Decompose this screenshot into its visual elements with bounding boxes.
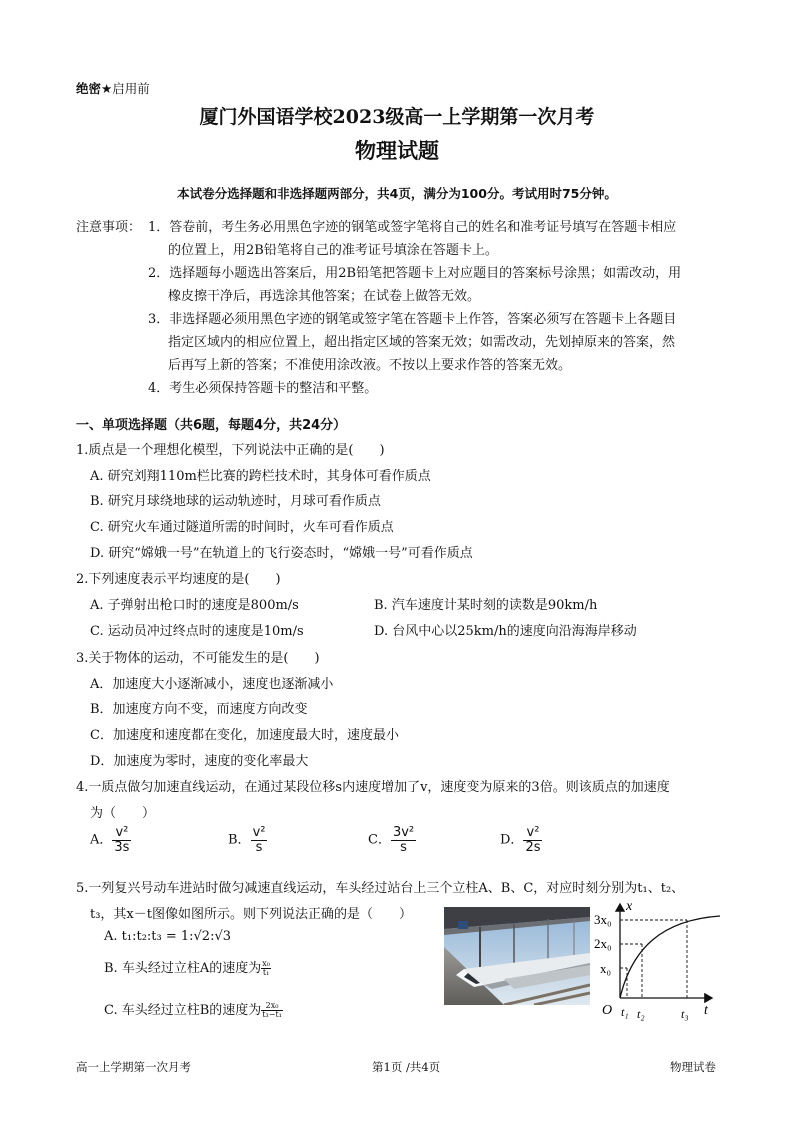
page-number: 第1页 /共4页	[372, 1060, 441, 1074]
question-1-stem: 1.质点是一个理想化模型，下列说法中正确的是( )	[76, 443, 385, 458]
q3-option-b: B．加速度方向不变，而速度方向改变	[90, 702, 308, 717]
x-tick-label: t₃	[681, 1007, 689, 1021]
train-photo	[444, 907, 590, 1005]
notice-line: 的位置上，用2B铅笔将自己的准考证号填涂在答题卡上。	[168, 243, 498, 258]
q2-option-d: D. 台风中心以25km/h的速度向沿海海岸移动	[374, 624, 637, 639]
q2-option-c: C. 运动员冲过终点时的速度是10m/s	[90, 624, 304, 639]
y-tick-label: 3x₀	[594, 912, 612, 927]
q4-option-d: D． $\frac{\text{v²}}{2s}$	[500, 825, 541, 855]
x-t-graph	[592, 898, 722, 1023]
question-3-stem: 3.关于物体的运动，不可能发生的是( )	[76, 651, 320, 666]
question-4-stem-cont: 为（ ）	[90, 806, 156, 821]
notice-line: 4．考生必须保持答题卡的整洁和平整。	[148, 381, 378, 396]
question-4-stem: 4.一质点做匀加速直线运动，在通过某段位移s内速度增加了v，速度变为原来的3倍。则该质点的加速度	[76, 780, 670, 795]
notice-line: 指定区域内的相应位置上，超出指定区域的答案无效；如需改动，先划掉原来的答案，然	[168, 335, 676, 350]
q3-option-d: D．加速度为零时，速度的变化率最大	[90, 754, 309, 769]
footer-right: 物理试卷	[670, 1060, 716, 1074]
section-heading: 一、单项选择题（共6题，每题4分，共24分）	[76, 418, 347, 433]
notice-label: 注意事项：	[76, 220, 142, 235]
q4-option-a: A． $\frac{\text{v²}}{3s}$	[90, 825, 130, 855]
notice-line: 2．选择题每小题选出答案后，用2B铅笔把答题卡上对应题目的答案标号涂黑；如需改动，用	[148, 266, 682, 281]
notice-line: 后再写上新的答案；不准使用涂改液。不按以上要求作答的答案无效。	[168, 358, 572, 373]
footer-left: 高一上学期第一次月考	[76, 1060, 191, 1074]
q1-option-a: A. 研究刘翔110m栏比赛的跨栏技术时，其身体可看作质点	[90, 469, 431, 484]
question-2-stem: 2.下列速度表示平均速度的是( )	[76, 572, 281, 587]
origin-label: O	[602, 1003, 613, 1018]
y-tick-label: 2x₀	[594, 936, 612, 951]
notice-line: 3．非选择题必须用黑色字迹的钢笔或签字笔在答题卡上作答，答案必须写在答题卡上各题目	[148, 312, 677, 327]
q3-option-c: C．加速度和速度都在变化，加速度最大时，速度最小	[90, 728, 399, 743]
notice-line: 1．答卷前，考生务必用黑色字迹的钢笔或签字笔将自己的姓名和准考证号填写在答题卡相应	[148, 220, 677, 235]
q4-option-c: C． $\frac{\text{3v²}}{s}$	[368, 825, 415, 855]
q5-option-c: C. 车头经过立柱B的速度为 $\frac{\text{2x₀}}{\text{t₃−t₁}}$	[104, 1000, 282, 1019]
exam-intro: 本试卷分选择题和非选择题两部分，共4页，满分为100分。考试用时75分钟。	[177, 186, 617, 201]
q3-option-a: A．加速度大小逐渐减小，速度也逐渐减小	[90, 677, 334, 692]
q2-option-b: B. 汽车速度计某时刻的读数是90km/h	[374, 598, 598, 613]
exam-title: 厦门外国语学校2023级高一上学期第一次月考	[199, 106, 595, 128]
y-tick-label: x₀	[600, 961, 612, 976]
notice-line: 橡皮擦干净后，再选涂其他答案；在试卷上做答无效。	[168, 289, 481, 304]
y-axis-label: x	[626, 899, 633, 914]
q5-option-a: A. t₁:t₂:t₃ = 1:√2:√3	[104, 929, 232, 944]
x-axis-label: t	[704, 1003, 708, 1018]
confidential-mark: 绝密★启用前	[76, 81, 150, 96]
q2-option-a: A. 子弹射出枪口时的速度是800m/s	[90, 598, 299, 613]
question-5-stem-cont: t₃，其x－t图像如图所示。则下列说法正确的是（ ）	[90, 907, 412, 922]
subject-title: 物理试题	[355, 138, 439, 163]
x-tick-label: t₁	[621, 1005, 629, 1019]
question-5-stem: 5.一列复兴号动车进站时做匀减速直线运动，车头经过站台上三个立柱A、B、C，对应时刻分别为t₁、t₂、	[76, 881, 685, 896]
q4-option-b: B． $\frac{\text{v²}}{s}$	[228, 825, 266, 855]
x-tick-label: t₂	[637, 1007, 645, 1021]
q1-option-c: C. 研究火车通过隧道所需的时间时，火车可看作质点	[90, 520, 394, 535]
x-t-curve	[620, 916, 720, 998]
q1-option-d: D. 研究“嫦娥一号”在轨道上的飞行姿态时，“嫦娥一号”可看作质点	[90, 546, 473, 561]
q5-option-b: B. 车头经过立柱A的速度为 $\frac{\text{x₀}}{\text{t₁}}$	[104, 958, 270, 977]
q1-option-b: B. 研究月球绕地球的运动轨迹时，月球可看作质点	[90, 494, 381, 509]
